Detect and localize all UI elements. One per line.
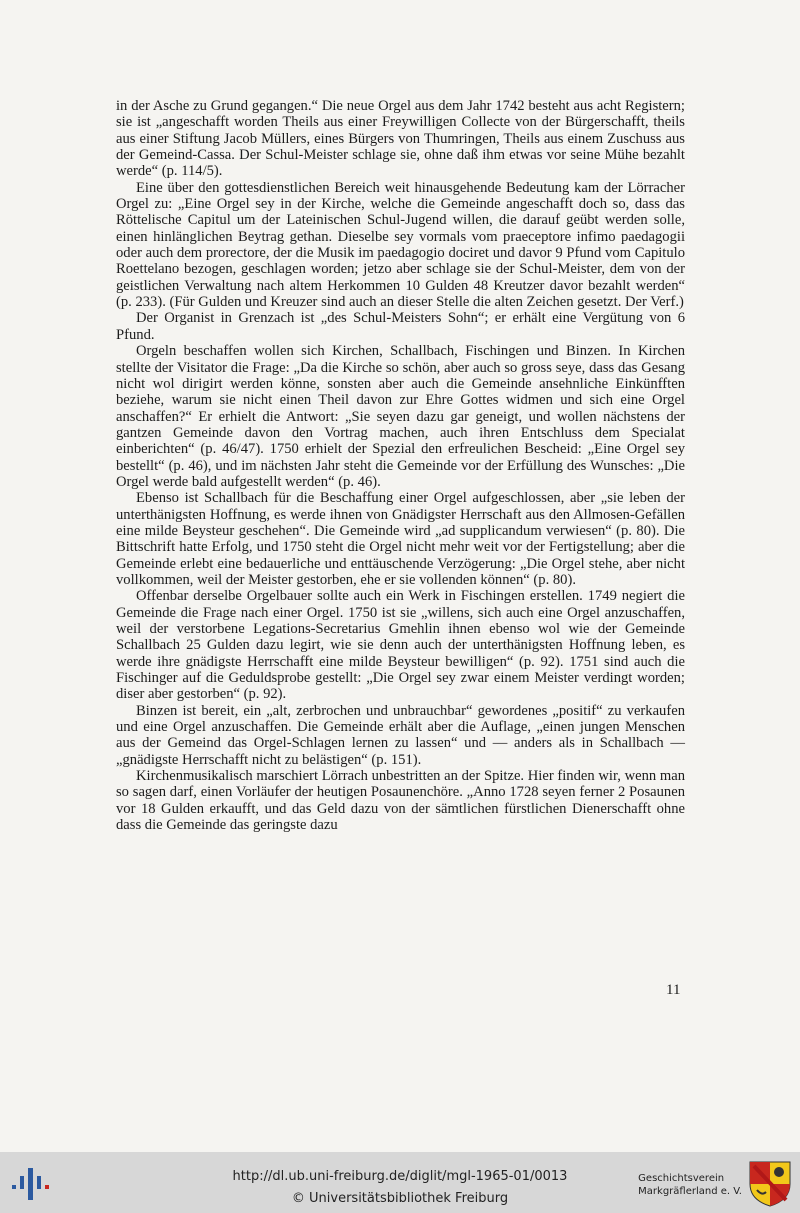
markgraeflerland-crest-icon [748, 1160, 792, 1208]
paragraph: in der Asche zu Grund gegangen.“ Die neue Orgel aus dem Jahr 1742 besteht aus acht Registern; sie ist „angeschafft worden Theils aus einer Freywilligen Collecte von der Bürgerschafft, theils aus einer Stiftung Jacob Müllers, eines Bürgers von Thumringen, Theils aus einem Zuschuss aus der Gemeind-Cassa. Der Schul-Meister schlage sie, ohne daß ihm etwas vor seine Mühe bezahlt werde“ (p. 114/5). [116, 98, 685, 180]
society-line-1: Geschichtsverein [638, 1173, 725, 1184]
copyright-notice: © Universitätsbibliothek Freiburg [291, 1191, 509, 1206]
body-text [116, 98, 685, 833]
document-url[interactable]: http://dl.ub.uni-freiburg.de/diglit/mgl-1965-01/0013 [232, 1169, 568, 1184]
paragraph: Offenbar derselbe Orgelbauer sollte auch ein Werk in Fischingen erstellen. 1749 negiert die Gemeinde die Frage nach einer Orgel. 1750 ist sie „willens, sich auch eine Orgel anzuschaffen, weil der verstorbene Legations-Secretarius Gmehlin ihnen ebenso wol wie der Gemeinde Schallbach 25 Gulden dazu legirt, wie sie denn auch der unterthänigsten Hoffnung leben, es werde ihre gnädigste Herrschafft eine milde Beysteur bewilligen“ (p. 92). 1751 sind auch die Fischinger auf die Geduldsprobe gestellt: „Die Orgel sey zwar einem Meister verdingt worden; diser aber gestorben“ (p. 92). [116, 588, 685, 703]
society-line-2: Markgräflerland e. V. [638, 1186, 742, 1197]
paragraph: Der Organist in Grenzach ist „des Schul-Meisters Sohn“; er erhält eine Vergütung von 6 Pfund. [116, 310, 685, 343]
page-number: 11 [666, 982, 681, 998]
paragraph: Binzen ist bereit, ein „alt, zerbrochen und unbrauchbar“ gewordenes „positif“ zu verkaufen und eine Orgel anzuschaffen. Die Gemeinde erhält aber die Auflage, „einen jungen Menschen aus der Gemeind das Orgel-Schlagen lernen zu lassen“ und — anders als in Schallbach — „gnädigste Herrschafft nicht zu belästigen“ (p. 151). [116, 702, 685, 768]
paragraph: Eine über den gottesdienstlichen Bereich weit hinausgehende Bedeutung kam der Lörracher Orgel zu: „Eine Orgel sey in der Kirche, welche die Gemeinde angeschafft doch so, dass das Röttelische Capitul um der Lateinischen Schul-Jugend willen, die darauf geübt werden solle, einen hinlänglichen Beytrag gethan. Dieselbe sey vormals vom praeceptore infimo paedagogii oder auch dem prorectore, der die Musik im paedagogio dociret und davor 9 Pfund vom Capitulo Roettelano bezogen, geschlagen worden; jetzo aber schlage sie der Schul-Meister, dem von der geistlichen Verwaltung nach altem Herkommen 10 Gulden 48 Kreutzer davor bezahlt werden“ (p. 233). (Für Gulden und Kreuzer sind auch an dieser Stelle die alten Zeichen gesetzt. Der Verf.) [116, 179, 685, 311]
paragraph: Orgeln beschaffen wollen sich Kirchen, Schallbach, Fischingen und Binzen. In Kirchen stellte der Visitator die Frage: „Da die Kirche so schön, aber auch so gross seye, dass das Gesang nicht wol dirigirt werden könne, sonsten aber auch die Gemeinde ansehnliche Einkünfften beziehe, warum sie nicht einen Theil davon zur Ehre Gottes widmen und sich eine Orgel anschaffen?“ Er erhielt die Antwort: „Sie seyen dazu gar geneigt, und wollen nächstens der gantzen Gemeinde davon den Vortrag machen, auch ihren Entschluss dem Specialat einberichten“ (p. 46/47). 1750 erhielt der Spezial den erfreulichen Bescheid: „Eine Orgel sey bestellt“ (p. 46), und im nächsten Jahr steht die Gemeinde vor der Erfüllung des Wunsches: „Die Orgel werde bald aufgestellt werden“ (p. 46). [116, 343, 685, 490]
paragraph: Ebenso ist Schallbach für die Beschaffung einer Orgel aufgeschlossen, aber „sie leben der unterthänigsten Hoffnung, es werde ihnen von Gnädigster Herrschaft aus den Allmosen-Gefällen eine milde Beysteur geschehen“. Die Gemeinde wird „ad supplicandum verwiesen“ (p. 80). Die Bittschrift hatte Erfolg, und 1750 steht die Orgel nicht mehr weit vor der Fertigstellung; aber die Gemeinde erlebt eine bedauerliche und enttäuschende Verzögerung: „Die Orgel stehe, aber nicht vollkommen, weil der Meister gestorben, ehe er sie vollenden können“ (p. 80). [116, 490, 685, 588]
paragraph: Kirchenmusikalisch marschiert Lörrach unbestritten an der Spitze. Hier finden wir, wenn man so sagen darf, einen Vorläufer der heutigen Posaunenchöre. „Anno 1728 seyen ferner 2 Posaunen vor 18 Gulden erkaufft, und das Geld dazu von der sämtlichen fürstlichen Dienerschafft ohne dass die Gemeinde das geringste dazu [116, 768, 685, 834]
viewer-footer [0, 1152, 800, 1213]
society-name [638, 1172, 742, 1198]
